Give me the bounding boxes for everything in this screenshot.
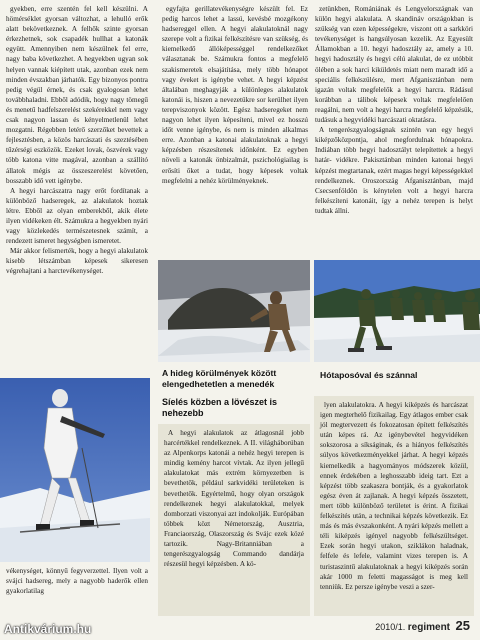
paragraph: A tengerészgyalogságnak szintén van egy hegyi kiképzőközpontja, ahol megfordulnak hónapokra. Indiában több hegyi hadosztályt telepítettek a hegyi határ- vidékre. Pakisztánban minden katonai hegyi képzést megtartanak, ezért magas hegyi képességekkel rendelkeznek. Oroszország Afganisztánban, majd Csecsenföldön is kénytelen volt a hegyi harcra felkészíteni katonáit, így a nehéz terepen is helyt tudtak állni.	[315, 126, 473, 215]
caption-skiing-shooting: Síelés közben a lövészet is nehezebb	[162, 397, 278, 418]
magazine-brand: regiment	[407, 622, 451, 633]
issue-number: 2010/1.	[375, 622, 406, 632]
column-1-text	[6, 4, 148, 376]
page-footer	[375, 618, 470, 633]
paragraph: Már akkor felismerték, hogy a hegyi alakulatok kisebb létszámban képesek sikeresen végrehajtani a harctevékenységet.	[6, 247, 148, 276]
caption-snowshoe: Hótaposóval és szánnal	[320, 370, 418, 380]
column-3-lower-text	[314, 396, 474, 616]
photo-snow-shelter	[158, 260, 310, 362]
paragraph: gyekben, erre szentén fel kell készülni. A hömérséklet gyorsan változhat, a lehulló erők alatt bekövetkeznek. A felhők szinte gyorsan érkezhetnek, sok csapadék hullhat a katonák együtt. Amennyiben nem készülnek fel erre, nagy baba következhet. A hegyekben ugyan sok helyen vannak kiépített utak, azonban ezek nem minden évszakban járhatók. Egy bizonyos pontra pedig végül érnek, és csak gyalogosan lehet továbbhaladni. Ebből adódik, hogy nagy tömegű és menetű hadfelszerelést szekérekkel nem vagy csak nagyon lassan és kényelmetlenül lehet mozgatni. Régebben letérő szerzőket bevettek a fejlesztésben, a közös harcászati és szeztésében tűzérségi eszközök. Ezeket lovak, öszvérek vagy több katona vitte magával, azonban a szállító állatok mégis az összeszerelést követően, bosszabb idő vett igénybe.	[6, 5, 148, 185]
column-2-text	[162, 4, 308, 256]
photo-skier-shooting	[0, 378, 150, 562]
paragraph: vékenységet, könnyű fegyverzettel. Ilyen volt a svájci hadsereg, mely a nagyobb haderők ellen gyakorlatilag	[6, 567, 148, 596]
column-2-lower-text	[158, 424, 310, 616]
paragraph: A hegyi harcászatra nagy erőt fordítanak a különböző hadseregek, az alakulatok hoztak létre. Ebből az olyan emberekből, akik élete ilyen vidékeken élt. Számukra a hegyekben nyári vagy közlekedés természetesnek számít, a rendezett ismeret hegységben ismeretet.	[6, 186, 148, 246]
watermark: Antikvárium.hu	[4, 622, 92, 636]
paragraph: lyen alakulatokra. A hegyi kiképzés és harcászat igen megterhelő fizikailag. Egy átlagos ember csak jól megtervezett és fokozatosan épített felkészítés után képes rá. Az igénybevétel hegyvidéken sokszorosa a síkságinak, és a hiányos felkészítés súlyos következményekkel járhat. A hegyi képzés kiemelkedik a hagyományos módszerek közül, ennek érdekében a leghosszabb ideig tart. Ezt a képzést több szakaszra bontják, és a gyakorlatok egész éven át zajlanak. A hegyi képzés összetett, mert több különböző területet is érint. A fizikai felkészítés után, a technikai képzés következik. Ez más és más évszakonként. A nyári képzés mellett a téli kiképzés igényel nagyobb felkészültséget. Ezek során hegyi utakon, sziklákon haladnak, felfele és lefele, valamint vizes terepen is. A turistaszintű alakulatoknak a hegyi kiképzés során akár 1000 m feletti magasságot is meg kell tenniük. Ez persze igénybe veszi a szer-	[320, 401, 468, 591]
paragraph: A hegyi alakulatok az átlagosnál jobb harcértékkel rendelkeznek. A II. világháborúban az Alpenkorps katonái a nehéz hegyi terepen is mindig kemény harcot vívtak. Az ilyen jellegű alakulatokat más extrém környezetben is bevethetők, például sarkvidéki területeken is bevethetők. Egyértelmű, hogy olyan országok rendelkeznek hegyi alakulatokkal, melyek domborzati viszonyai azt indokolják. Európában többek közt Németország, Ausztria, Franciaország, Olaszország és Svájc ezek közé tartozik. Nagy-Britanniában a tengerészgyalogság Commando dandárja részesül hegyi képzésben. A kö-	[164, 429, 304, 569]
column-1-bottom-text	[6, 566, 148, 616]
photo-snowshoe-troops	[314, 260, 480, 362]
page-number: 25	[455, 618, 470, 633]
column-3-text	[315, 4, 473, 256]
paragraph: egyfajta gerillatevékenységre készült fel. Ez pedig harcos lehet a lassú, kevésbé mozgékony hadsereggel ellen. A hegyi alakulatoknál nagy szerepe volt a fizikai felkészítésre van szükség, és kiemelkedő állóképességgel rendelkezőket választanak be. Számukra fontos a megfelelő szakismeretek elsajátítása, mely több hónapot vagy éveket is igénybe vehet. A hegyi képzést általában meghagyják a különleges alakulatok katonái is, hiszen a nevezetükre sor kerülhet ilyen terepviszonyok között. Egész hadseregeket nem nagyon lehet ilyen képesíteni, mivel ez hosszú időt venne igénybe, és nem is minden alkalmas erre. Azonban a katonai alakulatoknak a hegyi képzésben részesítenek időnként. Ez egyben növeli a katonák önbizalmát, pszichológiailag is erősíti őket a tudat, hogy képesek voltak megfelelni a nehéz körülményeknek.	[162, 5, 308, 185]
caption-shelter: A hideg körülmények között elengedhetetlen a menedék	[162, 368, 277, 389]
paragraph: zetünkben, Romániának és Lengyelországnak van külön hegyi alakulata. A skandináv országokban is szükség van ezen képességekre, viszont ott a sarkköri tevékenységet is hangsúlyosan kezelik. Az Egyesült Államokban a 10. hegyi hadosztály az, amely a 10. hegyi hadosztály és hegyi célú alakulat, de ez utóbbit ölében a sok harci kiküldetés miatt nem maradt idő a speciális felkészülésre, mert Afganisztánban nem igazán voltak megfelelők a hegyi harcra. Rádásul korábban a tálibok képesek voltak megfelelően reagálni, nem volt a hegyi harcra megfelelő képzésük, tudásuk a hegyvidéki harcászati oktatásra.	[315, 5, 473, 125]
